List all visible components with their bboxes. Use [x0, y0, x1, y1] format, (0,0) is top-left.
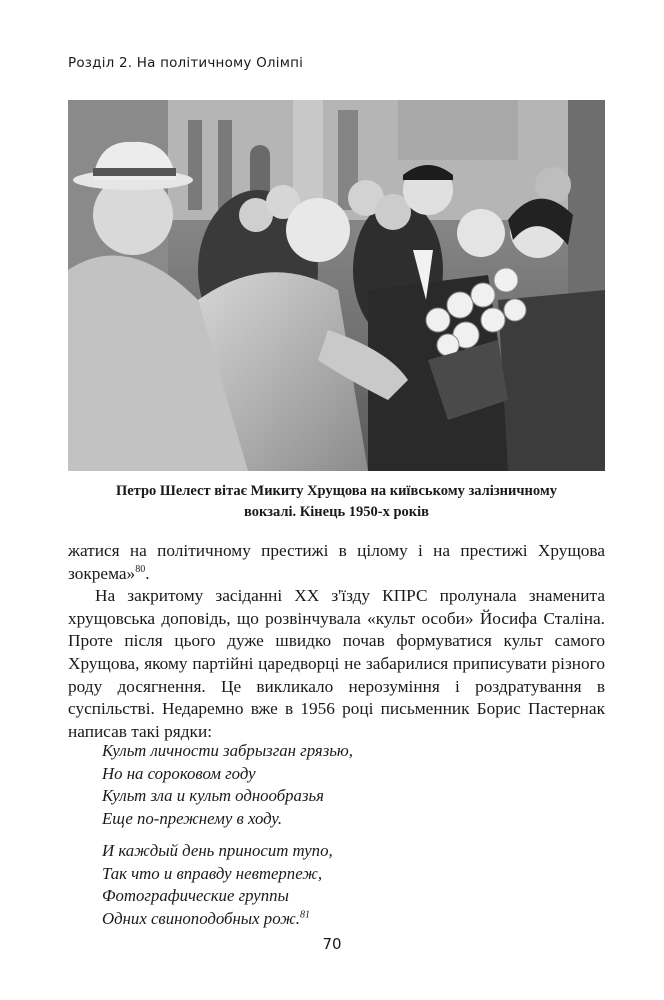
poem-stanza [102, 840, 353, 930]
poem-line: Одних свиноподобных рож.$^{81}$ [102, 908, 310, 928]
caption-line: Петро Шелест вітає Микиту Хрущова на київському залізничному [115, 483, 558, 499]
running-head: Розділ 2. На політичному Олімпі [68, 55, 304, 71]
poem-line: Но на сороковом году [102, 763, 256, 783]
paragraph: На закритому засіданні XX з'їзду КПРС пролунала знаменита хрущовська доповідь, що розвінчувала «культ особи» Йосифа Сталіна. Проте після цього дуже швидко почав формуватися культ самого Хрущова, якому партійні царедворці не забарилися приписувати різного роду досягнення. Це викликало нерозуміння і роздратування в суспільстві. Недаремно вже в 1956 році письменник Борис Пастернак написав такі рядки: [68, 586, 605, 741]
poem-line: Культ личности забрызган грязью, [102, 741, 353, 760]
caption-line: вокзалі. Кінець 1950-х років [244, 504, 429, 520]
poem-line: Так что и вправду невтерпеж, [102, 863, 323, 883]
photo-caption [68, 481, 605, 523]
paragraph: жатися на політичному престижі в цілому і на престижі Хрущова зокрема»$^{80}$. [68, 541, 605, 583]
footnote-ref: 80 [135, 563, 146, 575]
body-text [68, 540, 605, 743]
poem-line: И каждый день приносит тупо, [102, 841, 333, 860]
page-number: 70 [322, 935, 342, 953]
poem-line: Еще по-прежнему в ходу. [102, 808, 283, 828]
poem-stanza [102, 740, 353, 830]
poem [102, 740, 353, 940]
footnote-ref: 81 [299, 908, 310, 920]
poem-line: Культ зла и культ однообразья [102, 786, 324, 805]
poem-line: Фотографические группы [102, 886, 289, 905]
archival-photo [68, 100, 605, 471]
